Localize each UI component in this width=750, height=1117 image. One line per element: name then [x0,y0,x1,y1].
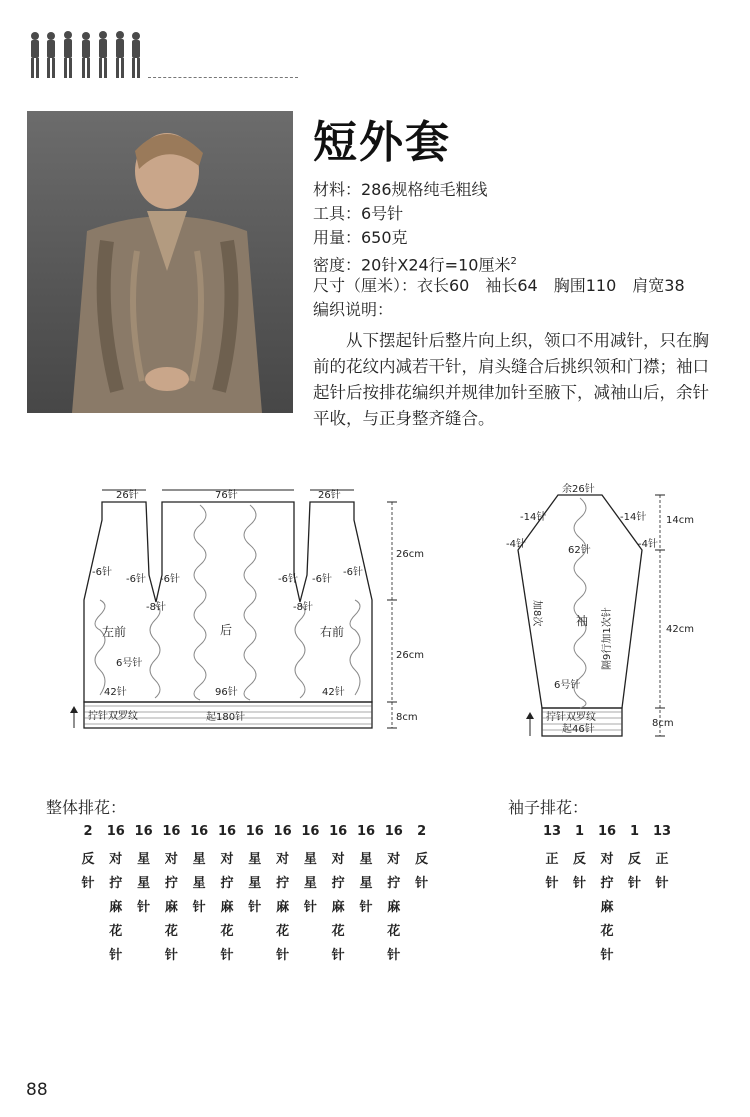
body-dec-d: -6针 [278,574,298,585]
sleeve-pattern-stitch-char: 针 [627,876,641,891]
sleeve-pattern-stitch-char: 正 [545,852,559,867]
body-dec-b: -6针 [126,574,146,585]
sleeve-pattern-column [623,820,647,896]
body-pattern-stitch-char: 星 [137,876,151,891]
body-pattern-stitch-char: 对 [220,852,234,867]
sleeve-dec-l1: -14针 [520,512,547,523]
body-top-left: 26针 [116,490,139,501]
sleeve-pattern-stitch-char: 对 [600,852,614,867]
body-pattern-stitch-char: 花 [220,924,234,939]
body-pattern-stitch-char: 对 [164,852,178,867]
body-pattern-stitch-char: 针 [387,948,401,963]
body-pattern-stitch-char: 星 [359,852,373,867]
body-pattern-stitch-char: 拧 [109,876,123,891]
body-pattern-stitch-char: 拧 [164,876,178,891]
body-pattern-column [410,820,434,896]
sleeve-pattern-count: 16 [597,824,617,839]
body-pattern-stitch-char: 星 [248,852,262,867]
body-pattern-stitch-char: 花 [331,924,345,939]
page-title: 短外套 [313,117,451,168]
body-pattern-count: 16 [329,824,348,839]
body-pattern-stitch-char: 星 [192,876,206,891]
body-pattern-stitch-char: 对 [109,852,123,867]
body-pattern-stitch-char: 针 [359,900,373,915]
body-pattern-stitch-char: 对 [331,852,345,867]
sleeve-top: 余26针 [562,484,595,495]
body-bottom-right: 42针 [322,687,345,698]
body-pattern-stitch-char: 花 [387,924,401,939]
body-pattern-stitch-char: 星 [303,852,317,867]
body-pattern-title: 整体排花： [46,798,127,817]
spec-density-sup: 2 [510,256,517,267]
body-pattern-count: 2 [83,824,93,839]
body-h3: 8cm [396,712,418,723]
body-h2: 26cm [396,650,424,661]
body-pattern-column [354,820,378,920]
body-pattern-stitch-char: 针 [137,900,151,915]
spec-notes: 编织说明： [313,300,394,319]
body-pattern-stitch-char: 星 [137,852,151,867]
sleeve-pattern-stitch-char: 花 [600,924,614,939]
body-pattern-stitch-char: 花 [109,924,123,939]
body-pattern-count: 16 [134,824,153,839]
sleeve-pattern-stitch-char: 针 [600,948,614,963]
sleeve-rows: 隔9行加1次针 [602,607,613,670]
body-pattern-column [271,820,295,968]
sleeve-pattern-stitch-char: 针 [545,876,559,891]
body-pattern-stitch-char: 针 [164,948,178,963]
body-pattern-stitch-char: 麻 [164,900,178,915]
body-left-front: 左前 [102,625,127,639]
sleeve-pattern-count: 13 [542,824,562,839]
up-arrow-icon [526,712,534,719]
sleeve-h1: 14cm [666,515,694,526]
spec-tool: 工具：6号针 [313,204,404,223]
sleeve-pattern-stitch-char: 反 [627,852,641,867]
body-pattern-column [215,820,239,968]
sleeve-pattern-column [650,820,674,896]
sleeve-pattern-column [568,820,592,896]
body-dec-e: -6针 [312,574,332,585]
sleeve-mid: 62针 [568,545,591,556]
sleeve-pattern-stitch-char: 麻 [600,900,614,915]
body-pattern-stitch-char: 针 [276,948,290,963]
body-pattern-stitch-char: 针 [109,948,123,963]
body-pattern-stitch-char: 拧 [276,876,290,891]
body-pattern-column [132,820,156,920]
sleeve-pattern-stitch-char: 反 [572,852,586,867]
body-pattern-count: 2 [417,824,427,839]
sleeve-pattern-column [595,820,619,968]
body-pattern-stitch-char: 花 [276,924,290,939]
spec-size: 尺寸（厘米）：衣长60 袖长64 胸围110 肩宽38 [313,276,685,295]
body-pattern-count: 16 [273,824,292,839]
body-pattern-count: 16 [356,824,376,839]
body-pattern-stitch-char: 对 [276,852,290,867]
body-pattern-stitch-char: 针 [415,876,429,891]
body-pattern-stitch-char: 对 [387,852,401,867]
sleeve-h3: 8cm [652,718,674,729]
people-silhouette-icon [28,30,148,80]
body-pattern-stitch-char: 麻 [220,900,234,915]
sleeve-pattern-stitch-char: 针 [572,876,586,891]
body-top-mid: 76针 [215,490,238,501]
header-silhouettes [28,30,148,84]
sleeve-cast-on: 起46针 [562,724,595,735]
body-pattern-stitch-char: 拧 [220,876,234,891]
body-cast-on: 起180针 [206,712,246,723]
body-pattern-stitch-char: 麻 [387,900,401,915]
sleeve-pattern-title: 袖子排花： [508,798,589,817]
body-top-right: 26针 [318,490,341,501]
sleeve-pattern-stitch-char: 针 [655,876,669,891]
body-dec-a: -6针 [92,567,112,578]
body-pattern-stitch-char: 针 [220,948,234,963]
spec-density-text: 密度：20针X24行=10厘米 [313,255,511,275]
sleeve-pattern-columns [540,820,680,970]
body-pattern-column [104,820,128,968]
body-pattern-count: 16 [217,824,237,839]
body-pattern-column [76,820,100,896]
body-pattern-stitch-char: 针 [192,900,206,915]
body-pattern-stitch-char: 拧 [387,876,401,891]
sleeve-pattern-stitch-char: 正 [655,852,669,867]
body-pattern-count: 16 [301,824,320,839]
sleeve-h2: 42cm [666,624,694,635]
page-number: 88 [26,1080,48,1100]
body-pattern-stitch-char: 反 [415,852,429,867]
body-pattern-stitch-char: 星 [248,876,262,891]
sleeve-pattern-count: 1 [574,824,585,839]
sleeve-label: 袖 [576,614,589,628]
body-pattern-stitch-char: 花 [164,924,178,939]
body-dec-c: -6针 [160,574,180,585]
body-pattern-stitch-char: 星 [359,876,373,891]
sleeve-pattern-stitch-char: 拧 [600,876,614,891]
body-pattern-column [159,820,183,968]
sleeve-dec-r1: -14针 [620,512,647,523]
body-dec-f: -6针 [343,567,363,578]
body-diagram [60,480,424,750]
spec-material: 材料：286规格纯毛粗线 [313,180,488,199]
sleeve-pattern-column [540,820,564,896]
body-pattern-column [326,820,350,968]
sleeve-add: 加8次 [531,600,542,627]
body-pattern-count: 16 [162,824,181,839]
body-pattern-count: 16 [190,824,209,839]
body-pattern-column [382,820,406,968]
body-back: 后 [220,623,233,637]
body-pattern-stitch-char: 针 [81,876,95,891]
body-pattern-stitch-char: 反 [81,852,95,867]
body-pattern-count: 16 [245,824,264,839]
body-pattern-stitch-char: 星 [303,876,317,891]
spec-amount: 用量：650克 [313,228,408,247]
body-pattern-stitch-char: 拧 [331,876,345,891]
sleeve-dec-l2: -4针 [506,539,526,550]
body-dec-h: -8针 [293,602,313,613]
body-pattern-stitch-char: 麻 [276,900,290,915]
body-pattern-column [298,820,322,920]
header-dashed-rule [148,77,298,78]
body-pattern-columns [76,820,436,970]
body-needle: 6号针 [116,658,143,669]
body-pattern-column [243,820,267,920]
up-arrow-icon [70,706,78,713]
body-pattern-count: 16 [384,824,403,839]
sleeve-pattern-count: 13 [652,824,672,839]
body-h1: 26cm [396,549,424,560]
body-pattern-stitch-char: 麻 [109,900,123,915]
body-pattern-stitch-char: 麻 [331,900,345,915]
body-dec-g: -8针 [146,602,166,613]
sleeve-rib-label: 拧针双罗纹 [546,712,596,723]
body-pattern-count: 16 [106,824,125,839]
sleeve-pattern-count: 1 [629,824,640,839]
body-outline [84,502,372,702]
body-bottom-mid: 96针 [215,687,238,698]
body-bottom-left: 42针 [104,687,127,698]
body-rib-label: 拧针双罗纹 [88,711,138,722]
model-photo [27,111,293,413]
body-pattern-stitch-char: 针 [248,900,262,915]
body-pattern-column [187,820,211,920]
sleeve-dec-r2: -4针 [638,539,658,550]
sleeve-needle: 6号针 [554,680,581,691]
body-pattern-stitch-char: 星 [192,852,206,867]
body-pattern-stitch-char: 针 [331,948,345,963]
sleeve-diagram [500,480,700,750]
body-pattern-stitch-char: 针 [303,900,317,915]
knitting-description: 从下摆起针后整片向上织，领口不用减针，只在胸前的花纹内减若干针，肩头缝合后挑织领和门襟；袖口起针后按排花编织并规律加针至腋下，减袖山后，余针平收，与正身整齐缝合。 [313,331,709,428]
body-right-front: 右前 [320,625,345,639]
